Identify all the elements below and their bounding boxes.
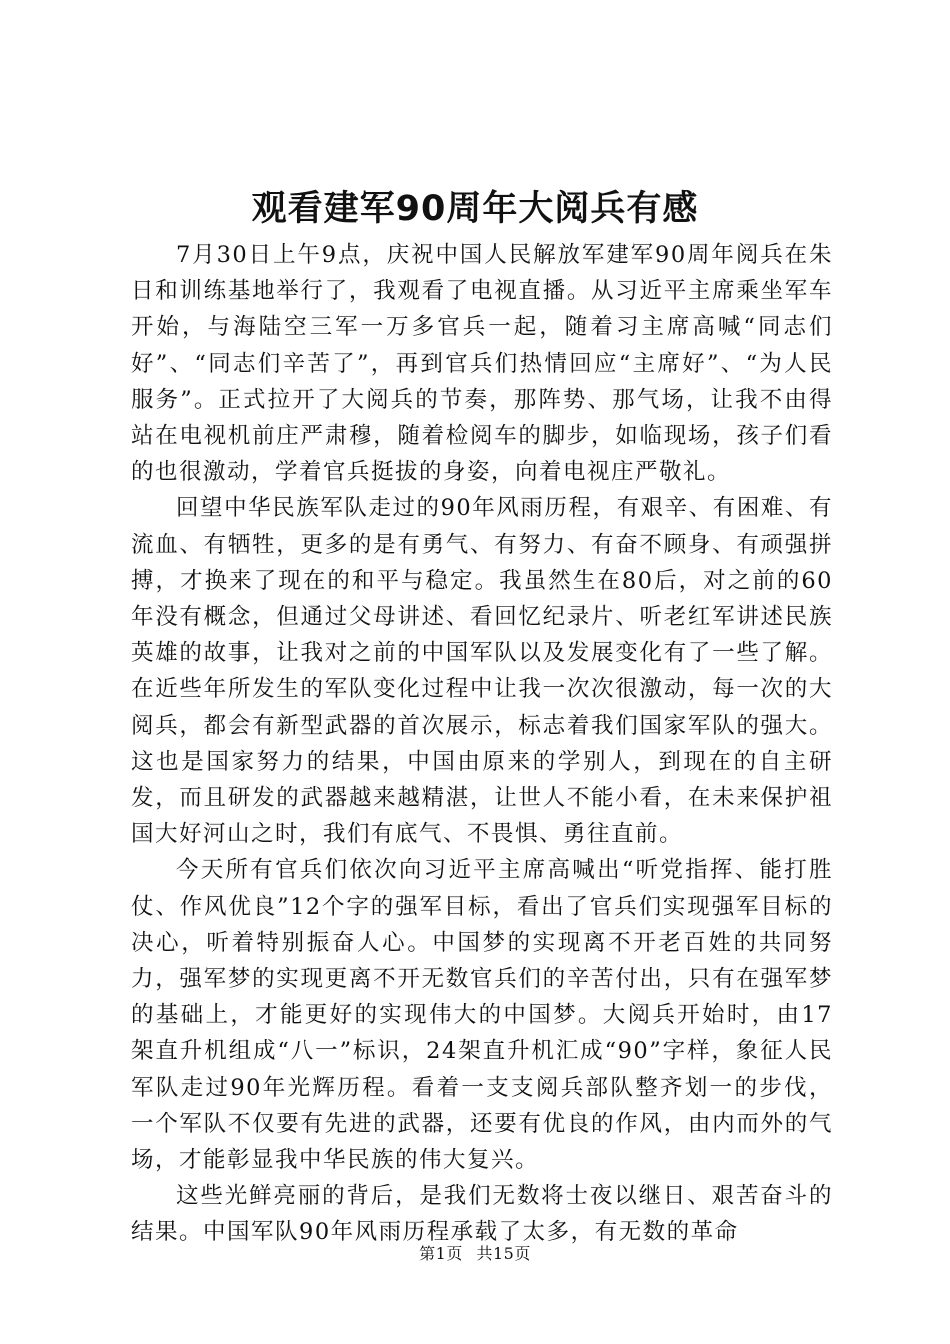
page-number: 第1页 [419,1244,463,1263]
paragraph: 这些光鲜亮丽的背后，是我们无数将士夜以继日、艰苦奋斗的结果。中国军队90年风雨历程承载了太多，有无数的革命 [131,1183,833,1246]
paragraph: 回望中华民族军队走过的90年风雨历程，有艰辛、有困难、有流血、有牺牲，更多的是有勇气、有努力、有奋不顾身、有顽强拼搏，才换来了现在的和平与稳定。我虽然生在80后，对之前的60年没有概念，但通过父母讲述、看回忆纪录片、听老红军讲述民族英雄的故事，让我对之前的中国军队以及发展变化有了一些了解。在近些年所发生的军队变化过程中让我一次次很激动，每一次的大阅兵，都会有新型武器的首次展示，标志着我们国家军队的强大。这也是国家努力的结果，中国由原来的学别人，到现在的自主研发，而且研发的武器越来越精湛，让世人不能小看，在未来保护祖国大好河山之时，我们有底气、不畏惧、勇往直前。 [131,495,833,848]
document-title: 观看建军90周年大阅兵有感 [251,189,699,229]
paragraph: 今天所有官兵们依次向习近平主席高喊出“听党指挥、能打胜仗、作风优良”12个字的强军目标，看出了官兵们实现强军目标的决心，听着特别振奋人心。中国梦的实现离不开老百姓的共同努力，强军梦的实现更离不开无数官兵们的辛苦付出，只有在强军梦的基础上，才能更好的实现伟大的中国梦。大阅兵开始时，由17架直升机组成“八一”标识，24架直升机汇成“90”字样，象征人民军队走过90年光辉历程。看着一支支阅兵部队整齐划一的步伐，一个军队不仅要有先进的武器，还要有优良的作风，由内而外的气场，才能彰显我中华民族的伟大复兴。 [131,857,833,1174]
document-body [131,237,833,1251]
page-footer [0,1242,950,1266]
paragraph: 7月30日上午9点，庆祝中国人民解放军建军90周年阅兵在朱日和训练基地举行了，我观看了电视直播。从习近平主席乘坐军车开始，与海陆空三军一万多官兵一起，随着习主席高喊“同志们好”、“同志们辛苦了”，再到官兵们热情回应“主席好”、“为人民服务”。正式拉开了大阅兵的节奏，那阵势、那气场，让我不由得站在电视机前庄严肃穆，随着检阅车的脚步，如临现场，孩子们看的也很激动，学着官兵挺拔的身姿，向着电视庄严敬礼。 [131,242,833,486]
page-total: 共15页 [476,1244,531,1263]
